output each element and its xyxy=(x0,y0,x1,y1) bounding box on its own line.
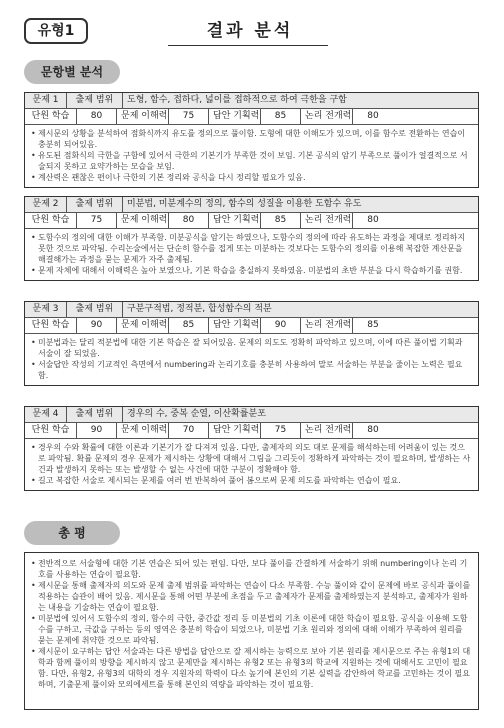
answer-score: 85 xyxy=(261,213,301,228)
problem-range: 미분법, 미분계수의 정의, 함수의 성질을 이용한 도함수 유도 xyxy=(127,199,362,209)
unit-label: 단원 학습 xyxy=(25,109,77,124)
problem-header-row xyxy=(25,93,478,109)
summary-item: • 제시문을 통해 출제자의 의도와 문제 출제 범위를 파악하는 연습이 다소 부족함. 수능 풀이와 같이 문제에 바로 공식과 풀이를 적용하는 습관이 배어 있음. 제시문을 통해 어떤 부분에 초점을 두고 출제자가 문제를 출제하였는지 분석하고, 출제자가 원하는 내용을 기술하는 연습이 필요함. xyxy=(31,580,472,613)
logic-label: 논리 전개력 xyxy=(301,109,353,124)
note-item: • 유도된 점화식의 극한을 구함에 있어서 극한의 기본기가 부족한 것이 보임. 기본 공식의 암기 부족으로 풀이가 얼결적으로 서술되지 못하고 요약가하는 모습을 보임. xyxy=(31,150,472,172)
problem-block-4 xyxy=(24,406,479,491)
note-item: • 길고 복잡한 서술로 제시되는 문제를 여러 번 반복하여 풀어 봄으로써 문제 의도를 파악하는 연습이 필요. xyxy=(31,475,472,486)
logic-label: 논리 전개력 xyxy=(301,318,353,333)
logic-label: 논리 전개력 xyxy=(301,423,353,438)
summary-item: • 제시문이 요구하는 답안 서술과는 다른 방법을 답안으로 잘 제시하는 능력으로 보아 기본 원리를 제시문으로 주는 유형1의 대학과 함께 풀이의 방향을 제시하지 않고 문제만을 제시하는 유형2 또는 유형3의 학교에 지원하는 것에 대해서도 고민이 필요함. 다만, 유형2, 유형3의 대학의 경우 지원자의 학력이 다소 높기에 본인의 기본 실력을 감안하여 학교를 고민하는 것이 필요하며, 기출문제 풀이와 모의에세트를 통해 본인의 역량을 파악하는 것이 필요함. xyxy=(31,646,472,690)
problem-number: 문제 3 xyxy=(25,302,67,317)
note-item: • 도함수의 정의에 대한 이해가 부족함. 미분공식을 암기는 하였으나, 도함수의 정의에 따라 유도하는 과정을 제대로 정리하지 못한 것으로 파악됨. 수리논술에서는 단순히 함수를 접게 또는 미분하는 것보다는 도함수의 정의를 이용해 복잡한 계산문을 해결해가는 과정을 묻는 문제가 자주 출제됨. xyxy=(31,232,472,265)
type-badge: 유형1 xyxy=(24,18,88,44)
problem-block-2 xyxy=(24,196,479,281)
problem-header-row xyxy=(25,407,478,423)
note-item: • 문제 자체에 대해서 이해력은 높아 보였으나, 기본 학습을 충실하지 못하였음. 미분법의 초반 부분을 다시 학습하기를 권함. xyxy=(31,265,472,276)
concept-score: 75 xyxy=(169,109,209,124)
unit-score: 80 xyxy=(77,109,117,124)
summary-box xyxy=(24,552,479,710)
section-title-overall: 총 평 xyxy=(24,521,120,545)
problem-number: 문제 4 xyxy=(25,407,67,422)
section-title-by-problem: 문항별 분석 xyxy=(24,60,120,84)
field-label: 출제 범위 xyxy=(67,93,123,108)
concept-label: 문제 이해력 xyxy=(117,318,169,333)
answer-score: 90 xyxy=(261,318,301,333)
note-item: • 미분법과는 달리 적분법에 대한 기본 학습은 잘 되어있음. 문제의 의도도 정확히 파악하고 있으며, 이에 따른 풀이법 기획과 서술이 잘 되었음. xyxy=(31,337,472,359)
logic-score: 85 xyxy=(367,320,379,330)
concept-label: 문제 이해력 xyxy=(117,213,169,228)
field-label: 출제 범위 xyxy=(67,407,123,422)
title-underline xyxy=(168,45,328,46)
concept-score: 70 xyxy=(169,423,209,438)
note-item: • 서술답안 작성의 기교적인 측면에서 numbering과 논리기호를 충분히 사용하여 말로 서술하는 부분을 줄이는 노력은 필요함. xyxy=(31,359,472,381)
problem-header-row xyxy=(25,197,478,213)
unit-score: 90 xyxy=(77,318,117,333)
field-label: 출제 범위 xyxy=(67,197,123,212)
problem-header-row xyxy=(25,302,478,318)
problem-range: 구분구적법, 정적분, 합성함수의 적분 xyxy=(127,304,272,314)
answer-label: 답안 기획력 xyxy=(209,318,261,333)
logic-score: 80 xyxy=(367,425,379,435)
unit-label: 단원 학습 xyxy=(25,318,77,333)
problem-notes xyxy=(25,229,478,280)
concept-score: 80 xyxy=(169,213,209,228)
unit-label: 단원 학습 xyxy=(25,213,77,228)
note-item: • 제시문의 상황을 분석하여 점화식까지 유도를 정의으로 풀이함. 도형에 대한 이해도가 있으며, 이를 함수로 전환하는 연습이 충분히 되어있음. xyxy=(31,128,472,150)
unit-score: 75 xyxy=(77,213,117,228)
note-item: • 계산력은 괜찮은 편이나 극한의 기본 정리와 공식을 다시 정리할 필요가 있음. xyxy=(31,172,472,183)
score-row xyxy=(25,109,478,125)
note-item: • 경우의 수와 확률에 대한 이론과 기본기가 잘 다져져 있음. 다만, 출제자의 의도 대로 문제를 해석하는데 어려움이 있는 것으로 파악됨. 확률 문제의 경우 문제가 제시하는 상황에 대해서 그림을 그리듯이 정확하게 파악하는 것이 필요하며, 발생하는 사건과 발생하지 못하는 또는 발생할 수 없는 사건에 대한 구분이 정확해야 함. xyxy=(31,442,472,475)
answer-label: 답안 기획력 xyxy=(209,213,261,228)
field-label: 출제 범위 xyxy=(67,302,123,317)
score-row xyxy=(25,423,478,439)
answer-score: 75 xyxy=(261,423,301,438)
score-row xyxy=(25,318,478,334)
problem-notes xyxy=(25,439,478,490)
problem-notes xyxy=(25,334,478,385)
problem-block-3 xyxy=(24,301,479,386)
answer-label: 답안 기획력 xyxy=(209,423,261,438)
problem-range: 도형, 함수, 접하다, 넓이를 접하적으로 하여 극한을 구함 xyxy=(127,95,347,105)
answer-label: 답안 기획력 xyxy=(209,109,261,124)
logic-score: 80 xyxy=(367,111,379,121)
problem-number: 문제 2 xyxy=(25,197,67,212)
logic-score: 80 xyxy=(367,215,379,225)
concept-score: 85 xyxy=(169,318,209,333)
score-row xyxy=(25,213,478,229)
logic-label: 논리 전개력 xyxy=(301,213,353,228)
problem-number: 문제 1 xyxy=(25,93,67,108)
concept-label: 문제 이해력 xyxy=(117,109,169,124)
summary-item: • 전반적으로 서술형에 대한 기본 연습은 되어 있는 편임. 다만, 보다 풀이를 간결하게 서술하기 위해 numbering이나 논리 기호를 사용하는 연습이 필요함. xyxy=(31,558,472,580)
page-title: 결과 분석 xyxy=(206,21,294,41)
unit-score: 90 xyxy=(77,423,117,438)
answer-score: 85 xyxy=(261,109,301,124)
summary-item: • 미분법에 있어서 도함수의 정의, 함수의 극한, 중간값 정리 등 미분법의 기초 이론에 대한 학습이 필요함. 공식을 이용해 도함수를 구하고, 극값을 구하는 등의 영역은 충분히 학습이 되었으나, 미분법 기초 원리와 정의에 대해 이해가 부족하여 원리를 묻는 문제에 취약한 것으로 파악됨. xyxy=(31,613,472,646)
summary-notes xyxy=(25,553,478,695)
problem-notes xyxy=(25,125,478,187)
problem-block-1 xyxy=(24,92,479,188)
problem-range: 경우의 수, 중복 순열, 이산확률분포 xyxy=(127,409,266,419)
concept-label: 문제 이해력 xyxy=(117,423,169,438)
unit-label: 단원 학습 xyxy=(25,423,77,438)
